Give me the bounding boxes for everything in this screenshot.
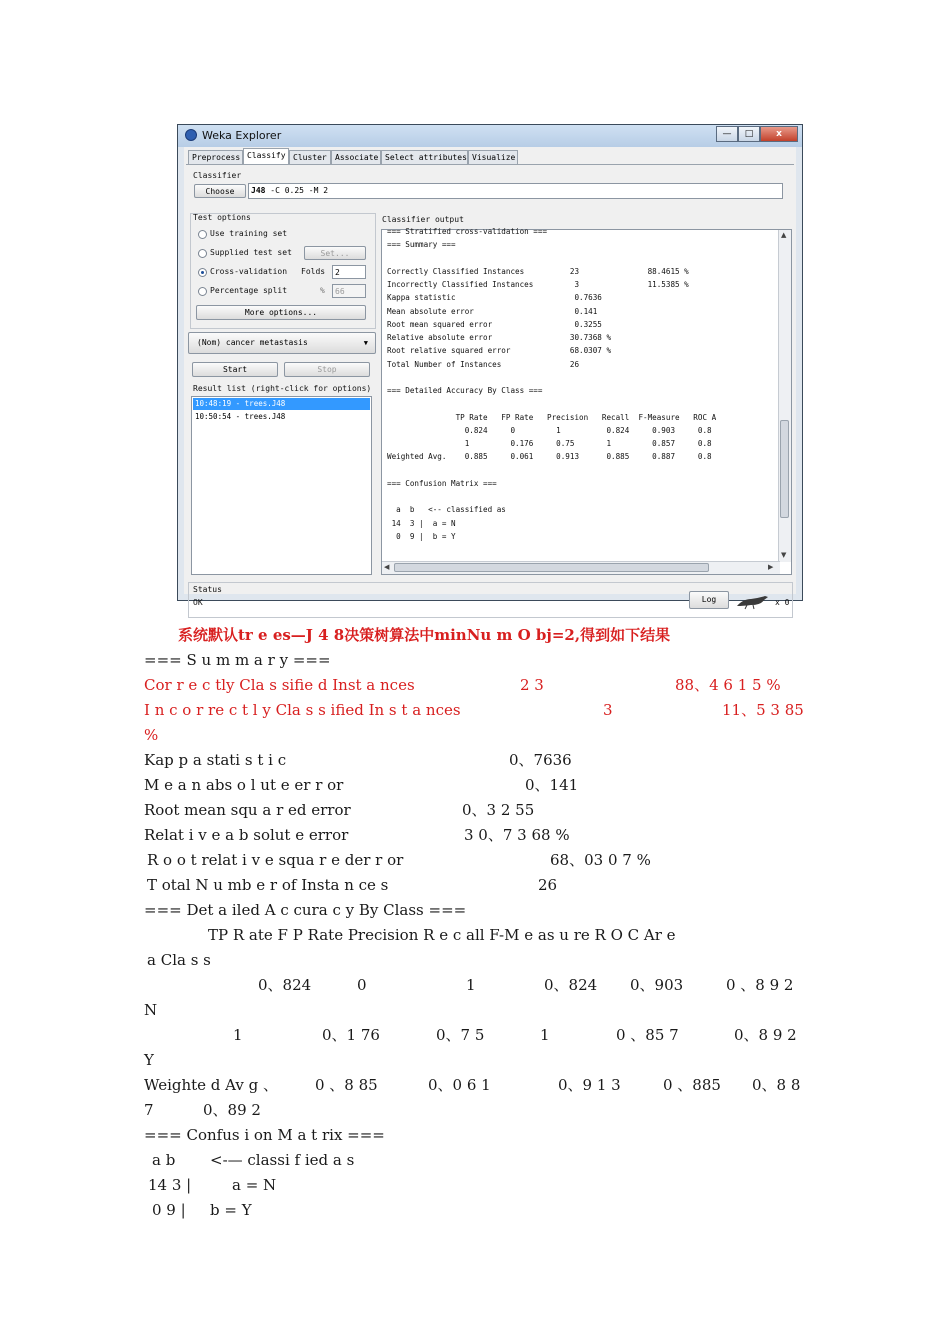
result-list-label: Result list (right-click for options) <box>193 384 372 393</box>
output-line: === Summary === <box>387 240 456 250</box>
folds-label: Folds <box>301 267 326 276</box>
doc-text-line: 2 3 <box>520 676 544 694</box>
cross-validation-radio[interactable] <box>198 268 207 277</box>
output-line: 0.824 0 1 0.824 0.903 0.8 <box>387 425 712 435</box>
doc-text-line: 68、03 0 7 % <box>550 851 651 869</box>
doc-text-line: 0、7 5 <box>436 1026 485 1044</box>
doc-text-line: N <box>144 1001 158 1019</box>
set-button[interactable]: Set... <box>304 246 366 260</box>
doc-text-line: 0、3 2 55 <box>462 801 535 819</box>
output-line: 14 3 | a = N <box>387 518 456 528</box>
cross-validation-label: Cross-validation <box>210 267 288 276</box>
doc-text-line: 0、1 76 <box>322 1026 380 1044</box>
doc-text-line: <-— classi f ied a s <box>210 1151 355 1169</box>
doc-text-line: 3 <box>603 701 613 719</box>
doc-text-line: === S u m m a r y === <box>144 651 331 669</box>
percentage-field[interactable]: 66 <box>332 284 366 298</box>
scroll-left-icon[interactable]: ◀ <box>384 563 390 571</box>
title-bar <box>178 125 802 147</box>
doc-text-line: T otal N u mb e r of Insta n ce s <box>147 876 389 894</box>
scroll-up-icon[interactable]: ▲ <box>781 231 787 239</box>
doc-text-line: 0 9 | <box>152 1201 186 1219</box>
tab-visualize[interactable]: Visualize <box>468 150 518 164</box>
doc-text-line: 0、89 2 <box>203 1101 261 1119</box>
close-button[interactable]: x <box>760 126 798 142</box>
doc-text-line: Relat i v e a b solut e error <box>144 826 349 844</box>
doc-text-line: R o o t relat i v e squa r e der r or <box>147 851 404 869</box>
doc-text-line: b = Y <box>210 1201 252 1219</box>
tab-associate[interactable]: Associate <box>331 150 381 164</box>
result-list[interactable] <box>191 396 372 575</box>
doc-text-line: 3 0、7 3 68 % <box>464 826 570 844</box>
output-line: TP Rate FP Rate Precision Recall F-Measure ROC A <box>387 412 717 422</box>
doc-text-line: a b <box>152 1151 176 1169</box>
status-task-count: x 0 <box>775 598 790 607</box>
classifier-field[interactable] <box>248 183 783 199</box>
doc-text-line: 1 <box>466 976 476 994</box>
vertical-scroll-thumb[interactable] <box>780 420 789 518</box>
output-line: Relative absolute error 30.7368 % <box>387 333 612 342</box>
doc-text-line: TP R ate F P Rate Precision R e c all F-M e as u re R O C Ar e <box>208 926 676 944</box>
doc-text-line: a = N <box>232 1176 277 1194</box>
horizontal-scrollbar[interactable] <box>382 561 780 574</box>
doc-text-line: 0、7636 <box>509 751 572 769</box>
tab-preprocess[interactable]: Preprocess <box>188 150 243 164</box>
scroll-down-icon[interactable]: ▼ <box>781 551 787 559</box>
output-line: a b <-- classified as <box>387 505 506 515</box>
classifier-options: -C 0.25 -M 2 <box>265 186 329 195</box>
doc-text-line: % <box>144 726 159 744</box>
doc-text-line: 0、8 8 <box>752 1076 801 1094</box>
tab-cluster[interactable]: Cluster <box>289 150 331 164</box>
doc-text-line: a Cla s s <box>147 951 211 969</box>
doc-text-line: 88、4 6 1 5 % <box>675 676 781 694</box>
percentage-split-radio[interactable] <box>198 287 207 296</box>
vertical-scrollbar[interactable] <box>778 230 791 562</box>
doc-text-line: Y <box>144 1051 154 1069</box>
log-button[interactable]: Log <box>689 591 729 609</box>
doc-text-line: 0 、85 7 <box>616 1026 679 1044</box>
doc-heading: 系统默认tr e es—J 4 8决策树算法中minNu m O bj=2,得到如下结果 <box>178 626 671 644</box>
doc-text-line: 0 <box>357 976 367 994</box>
tab-classify[interactable]: Classify <box>243 148 289 164</box>
supplied-test-set-label: Supplied test set <box>210 248 292 257</box>
doc-text-line: 0 、8 85 <box>315 1076 378 1094</box>
doc-text-line: 11、5 3 85 <box>722 701 804 719</box>
output-line: === Stratified cross-validation === <box>387 227 548 236</box>
tab-divider <box>186 164 794 165</box>
doc-text-line: 1 <box>233 1026 243 1044</box>
doc-text-line: 1 <box>540 1026 550 1044</box>
choose-button[interactable]: Choose <box>194 184 246 198</box>
result-list-item[interactable]: 10:48:19 - trees.J48 <box>193 398 370 410</box>
doc-text-line: M e a n abs o l ut e er r or <box>144 776 344 794</box>
doc-text-line: 0、824 <box>258 976 312 994</box>
chevron-down-icon: ▼ <box>363 339 368 347</box>
doc-text-line: 0、8 9 2 <box>734 1026 797 1044</box>
weka-bird-icon <box>735 593 771 609</box>
doc-text-line: 7 <box>144 1101 154 1119</box>
weka-explorer-window <box>177 124 803 607</box>
output-line: === Confusion Matrix === <box>387 478 497 488</box>
doc-text-line: 0 、885 <box>663 1076 721 1094</box>
output-line: Incorrectly Classified Instances 3 11.5385 % <box>387 280 689 289</box>
stop-button[interactable]: Stop <box>284 362 370 377</box>
classifier-name: J48 <box>251 186 266 195</box>
output-line: Weighted Avg. 0.885 0.061 0.913 0.885 0.887 0.8 <box>387 452 712 462</box>
percentage-split-label: Percentage split <box>210 286 288 295</box>
classifier-label: Classifier <box>193 171 242 180</box>
output-line: Total Number of Instances 26 <box>387 359 580 369</box>
result-list-item[interactable]: 10:50:54 - trees.J48 <box>195 412 286 421</box>
classifier-output-label: Classifier output <box>382 215 464 224</box>
doc-text-line: 0、824 <box>544 976 598 994</box>
output-line: Root mean squared error 0.3255 <box>387 319 602 329</box>
doc-text-line: Root mean squ a r ed error <box>144 801 351 819</box>
output-line: 0 9 | b = Y <box>387 531 456 541</box>
weka-app-icon <box>185 129 197 141</box>
percent-symbol: % <box>320 286 325 295</box>
output-line: 1 0.176 0.75 1 0.857 0.8 <box>387 439 712 448</box>
status-label: Status <box>193 585 222 594</box>
doc-text-line: 14 3 | <box>148 1176 192 1194</box>
doc-text-line: 0 、8 9 2 <box>726 976 794 994</box>
doc-text-line: I n c o r re c t l y Cla s s ified In s t a nces <box>144 701 461 719</box>
output-line: Mean absolute error 0.141 <box>387 306 598 316</box>
output-line: Root relative squared error 68.0307 % <box>387 346 612 356</box>
doc-text-line: === Confus i on M a t rix === <box>144 1126 385 1144</box>
minimize-button[interactable]: — <box>716 126 738 142</box>
output-line: Correctly Classified Instances 23 88.4615 % <box>387 266 689 276</box>
doc-text-line: Kap p a stati s t i c <box>144 751 287 769</box>
use-training-set-radio[interactable] <box>198 230 207 239</box>
output-line: === Detailed Accuracy By Class === <box>387 386 543 395</box>
doc-text-line: Weighte d Av g 、 <box>144 1076 279 1094</box>
doc-text-line: 0、141 <box>525 776 579 794</box>
output-line: Kappa statistic 0.7636 <box>387 293 602 303</box>
class-attribute-value: (Nom) cancer metastasis <box>197 338 308 347</box>
explorer-content <box>184 147 796 607</box>
doc-text-line: 0、9 1 3 <box>558 1076 621 1094</box>
maximize-button[interactable]: □ <box>738 126 760 142</box>
horizontal-scroll-thumb[interactable] <box>394 563 709 572</box>
test-options-label: Test options <box>193 213 251 222</box>
status-value: OK <box>193 598 203 607</box>
class-attribute-dropdown[interactable] <box>188 332 376 354</box>
scroll-right-icon[interactable]: ▶ <box>768 563 774 571</box>
doc-text-line: Cor r e c tly Cla s sifie d Inst a nces <box>144 676 415 694</box>
classifier-output-panel[interactable] <box>381 229 792 575</box>
doc-text-line: 0、0 6 1 <box>428 1076 491 1094</box>
doc-text-line: === Det a iled A c cura c y By Class === <box>144 901 467 919</box>
more-options-button[interactable]: More options... <box>196 305 366 320</box>
use-training-set-label: Use training set <box>210 229 288 238</box>
tab-select-attributes[interactable]: Select attributes <box>381 150 468 164</box>
window-title: Weka Explorer <box>202 129 282 142</box>
doc-text-line: 0、903 <box>630 976 684 994</box>
start-button[interactable]: Start <box>192 362 278 377</box>
doc-text-line: 26 <box>538 876 558 894</box>
supplied-test-set-radio[interactable] <box>198 249 207 258</box>
folds-field[interactable]: 2 <box>332 265 366 279</box>
